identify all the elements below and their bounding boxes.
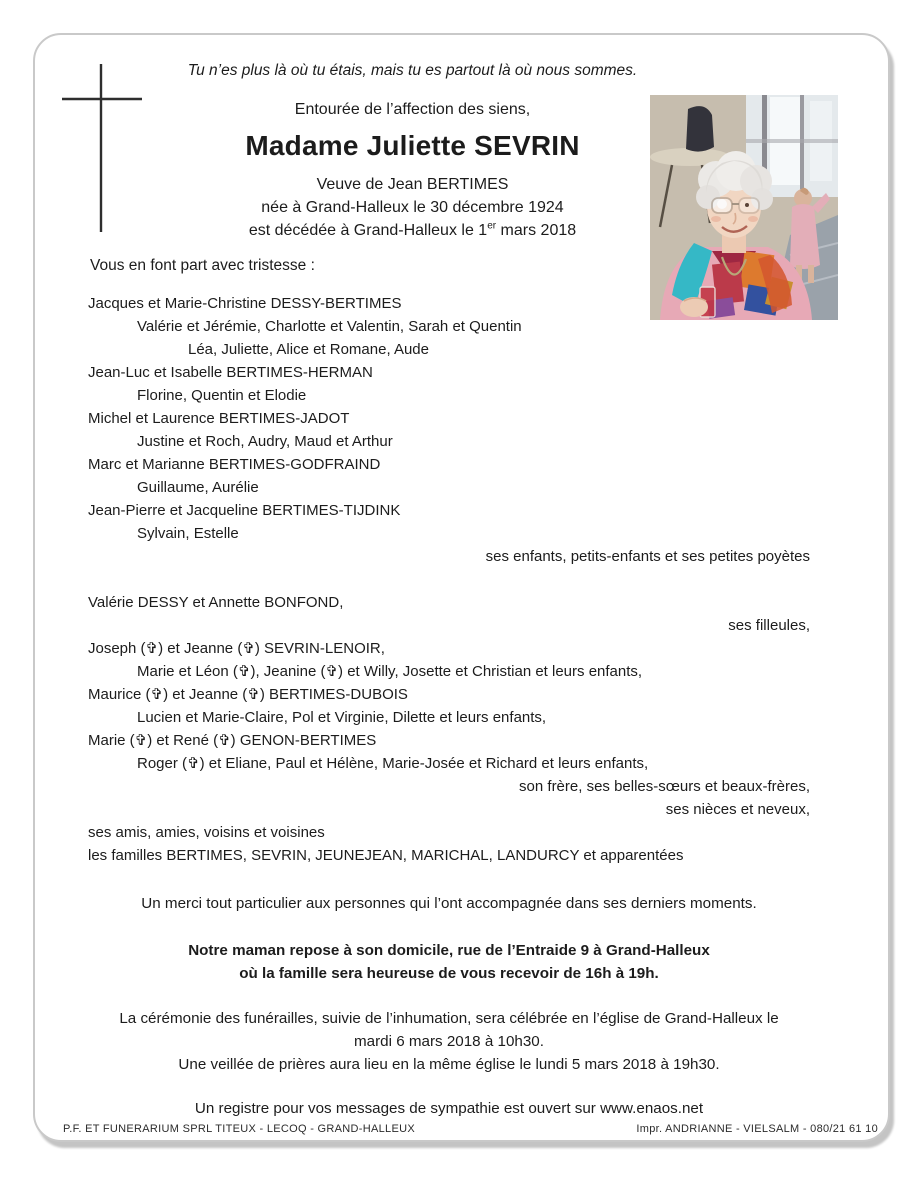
family-line: Marc et Marianne BERTIMES-GODFRAIND [88,456,381,473]
repose-line: Notre maman repose à son domicile, rue de l’Entraide 9 à Grand-Halleux [188,942,710,959]
memorial-quote: Tu n’es plus là où tu étais, mais tu es partout là où nous sommes. [187,62,638,79]
birth-line: née à Grand-Halleux le 30 décembre 1924 [261,199,564,216]
ceremony-notice [88,1007,810,1076]
family-line: Valérie DESSY et Annette BONFOND, [88,594,344,611]
repose-notice [88,939,810,985]
family-line: les familles BERTIMES, SEVRIN, JEUNEJEAN, MARICHAL, LANDURCY et apparentées [88,847,684,864]
family-line: Joseph (✞) et Jeanne (✞) SEVRIN-LENOIR, [88,640,385,657]
death-line [90,222,735,240]
family-line: Léa, Juliette, Alice et Romane, Aude [188,341,429,358]
ceremony-line: Une veillée de prières aura lieu en la même église le lundi 5 mars 2018 à 19h30. [178,1056,720,1073]
printer-credits [63,1123,878,1135]
family-line: Michel et Laurence BERTIMES-JADOT [88,410,350,427]
announcement-intro: Vous en font part avec tristesse : [90,257,315,274]
death-line-prefix: est décédée à Grand-Halleux le 1 [248,222,488,239]
widow-line: Veuve de Jean BERTIMES [316,176,509,193]
register-line: Un registre pour vos messages de sympathie est ouvert sur www.enaos.net [194,1100,704,1117]
family-line: Valérie et Jérémie, Charlotte et Valentin, Sarah et Quentin [137,318,522,335]
ceremony-line: La cérémonie des funérailles, suivie de l’inhumation, sera célébrée en l’église de Grand-Halleux le [119,1010,779,1027]
family-line: Jean-Luc et Isabelle BERTIMES-HERMAN [88,364,373,381]
repose-line: où la famille sera heureuse de vous recevoir de 16h à 19h. [239,965,659,982]
family-list [88,292,810,867]
family-list-spacer [88,568,810,591]
family-line: Maurice (✞) et Jeanne (✞) BERTIMES-DUBOIS [88,686,408,703]
family-line: Jean-Pierre et Jacqueline BERTIMES-TIJDINK [88,502,401,519]
family-line: Florine, Quentin et Elodie [137,387,307,404]
intro-line: Entourée de l’affection des siens, [294,101,531,118]
family-line: Marie (✞) et René (✞) GENON-BERTIMES [88,732,377,749]
family-line: ses enfants, petits-enfants et ses petites poyètes [485,548,810,565]
family-line: ses nièces et neveux, [665,801,810,818]
family-line: son frère, ses belles-sœurs et beaux-frères, [519,778,810,795]
printer-credit: Impr. ANDRIANNE - VIELSALM - 080/21 61 10 [636,1123,878,1135]
family-line: Lucien et Marie-Claire, Pol et Virginie, Dilette et leurs enfants, [137,709,547,726]
death-line-ordinal: er [487,220,497,232]
family-line: Marie et Léon (✞), Jeanine (✞) et Willy, Josette et Christian et leurs enfants, [137,663,643,680]
family-line: ses amis, amies, voisins et voisines [88,824,325,841]
death-line-suffix: mars 2018 [496,222,577,239]
family-line: Guillaume, Aurélie [137,479,259,496]
ceremony-line: mardi 6 mars 2018 à 10h30. [354,1033,544,1050]
family-line: Justine et Roch, Audry, Maud et Arthur [137,433,393,450]
family-line: Roger (✞) et Eliane, Paul et Hélène, Marie-Josée et Richard et leurs enfants, [137,755,649,772]
family-line: Jacques et Marie-Christine DESSY-BERTIMES [88,295,402,312]
family-line: ses filleules, [728,617,810,634]
funeral-home-credit: P.F. ET FUNERARIUM SPRL TITEUX - LECOQ - GRAND-HALLEUX [63,1123,415,1135]
deceased-name: Madame Juliette SEVRIN [245,130,580,161]
thanks-line: Un merci tout particulier aux personnes qui l’ont accompagnée dans ses derniers moments. [141,895,757,912]
family-line: Sylvain, Estelle [137,525,239,542]
